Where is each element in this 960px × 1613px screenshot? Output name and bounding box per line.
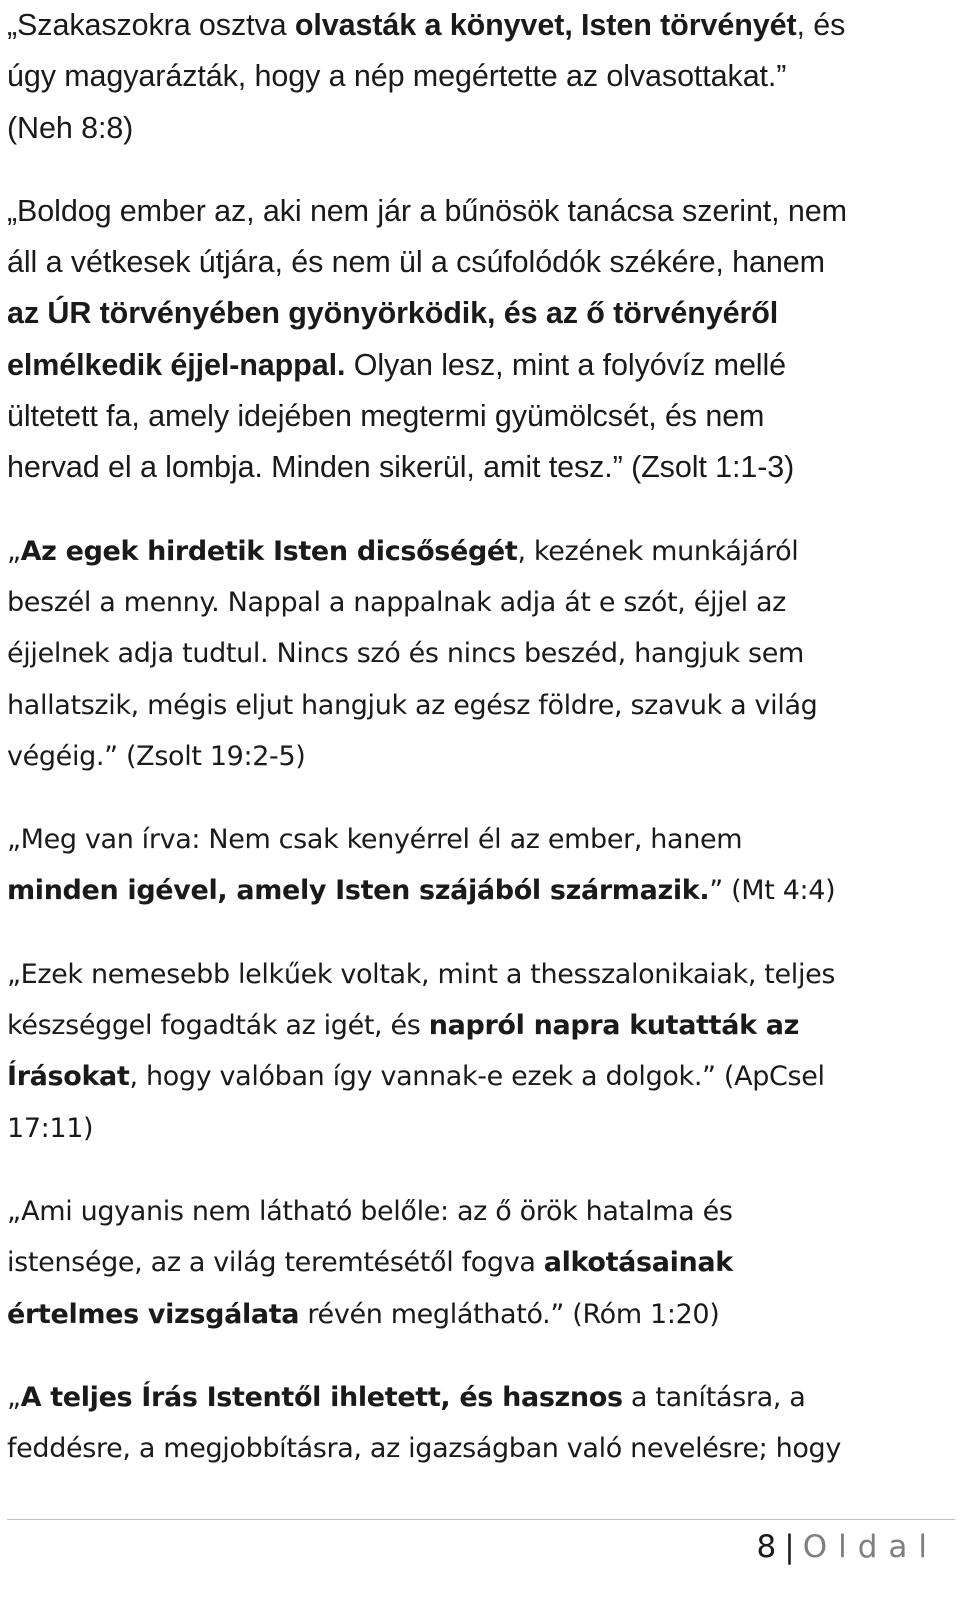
text-segment: készséggel fogadták az igét, és [7, 1010, 429, 1042]
text-line [7, 1372, 955, 1423]
passage-apcsel [7, 949, 955, 1154]
bold-text-segment: értelmes vizsgálata [7, 1298, 300, 1330]
text-segment: „Szakaszokra osztva [7, 8, 295, 42]
bold-text-segment: minden igével, amely Isten szájából származik. [7, 875, 710, 907]
text-segment: 17:11) [7, 1112, 94, 1144]
text-line [7, 1051, 955, 1102]
text-line [7, 949, 955, 1000]
text-line [7, 103, 955, 154]
text-line [7, 1423, 955, 1474]
text-segment: „ [7, 1381, 21, 1413]
text-segment: a tanításra, a [622, 1381, 806, 1413]
bold-text-segment: napról napra kutatták az [428, 1010, 799, 1042]
text-segment: hervad el a lombja. Minden sikerül, amit tesz.” (Zsolt 1:1-3) [7, 450, 795, 485]
text-line [7, 442, 955, 493]
text-segment: Olyan lesz, mint a folyóvíz mellé [345, 347, 787, 382]
text-segment: ültetett fa, amely idejében megtermi gyümölcsét, és nem [7, 399, 765, 434]
text-segment: révén meglátható.” (Róm 1:20) [299, 1298, 720, 1330]
page-number: 8 [756, 1529, 777, 1565]
text-segment: feddésre, a megjobbításra, az igazságban való nevelésre; hogy [7, 1433, 841, 1465]
footer-separator: | [784, 1529, 795, 1565]
text-segment: „Ezek nemesebb lelkűek voltak, mint a thesszalonikaiak, teljes [7, 958, 836, 990]
page-body [7, 0, 955, 1474]
bold-text-segment: olvasták a könyvet, Isten törvényét [294, 8, 797, 42]
text-line [7, 51, 955, 102]
text-line [7, 731, 955, 782]
page-footer [757, 1522, 939, 1572]
text-line [7, 814, 955, 865]
text-segment: ” (Mt 4:4) [709, 875, 836, 907]
text-segment: , kezének munkájáról [517, 535, 799, 567]
text-segment: végéig.” (Zsolt 19:2-5) [7, 740, 306, 772]
text-line [7, 1289, 955, 1340]
bold-text-segment: elmélkedik éjjel-nappal. [7, 347, 346, 382]
bold-text-segment: alkotásainak [543, 1247, 733, 1279]
text-segment: beszél a menny. Nappal a nappalnak adja át e szót, éjjel az [7, 586, 786, 618]
text-line [7, 340, 955, 391]
passage-zsolt-1 [7, 186, 955, 494]
text-segment: éjjelnek adja tudtul. Nincs szó és nincs beszéd, hangjuk sem [7, 638, 804, 670]
text-line [7, 1237, 955, 1288]
passage-mt [7, 814, 955, 917]
text-line [7, 237, 955, 288]
text-segment: áll a vétkesek útjára, és nem ül a csúfolódók székére, hanem [7, 245, 825, 280]
text-line [7, 1103, 955, 1154]
bold-text-segment: Írásokat [7, 1061, 130, 1093]
text-line [7, 680, 955, 731]
passage-neh [7, 0, 955, 154]
page-label: Oldal [802, 1529, 938, 1565]
text-line [7, 391, 955, 442]
text-line [7, 865, 955, 916]
text-segment: „Ami ugyanis nem látható belőle: az ő örök hatalma és [7, 1195, 733, 1227]
text-line [7, 186, 955, 237]
text-segment: (Neh 8:8) [7, 110, 134, 145]
text-line [7, 1186, 955, 1237]
bold-text-segment: Az egek hirdetik Isten dicsőségét [20, 535, 518, 567]
bold-text-segment: az ÚR törvényében gyönyörködik, és az ő törvényéről [7, 296, 779, 331]
passage-tim [7, 1372, 955, 1475]
text-segment: hallatszik, mégis eljut hangjuk az egész földre, szavuk a világ [7, 689, 818, 721]
text-segment: istensége, az a világ teremtésétől fogva [7, 1247, 544, 1279]
text-line [7, 577, 955, 628]
text-segment: „Boldog ember az, aki nem jár a bűnösök tanácsa szerint, nem [7, 193, 847, 228]
text-segment: „Meg van írva: Nem csak kenyérrel él az ember, hanem [7, 824, 743, 856]
text-line [7, 288, 955, 339]
text-segment: , hogy valóban így vannak-e ezek a dolgok.” (ApCsel [129, 1061, 825, 1093]
text-segment: „ [7, 535, 21, 567]
footer-divider [7, 1519, 955, 1520]
passage-zsolt-19 [7, 526, 955, 782]
text-segment: , és [796, 8, 846, 42]
text-line [7, 628, 955, 679]
passage-rom [7, 1186, 955, 1340]
text-line [7, 1000, 955, 1051]
text-segment: úgy magyarázták, hogy a nép megértette az olvasottakat.” [7, 59, 787, 94]
bold-text-segment: A teljes Írás Istentől ihletett, és hasznos [20, 1381, 623, 1413]
text-line [7, 0, 955, 51]
text-line [7, 526, 955, 577]
